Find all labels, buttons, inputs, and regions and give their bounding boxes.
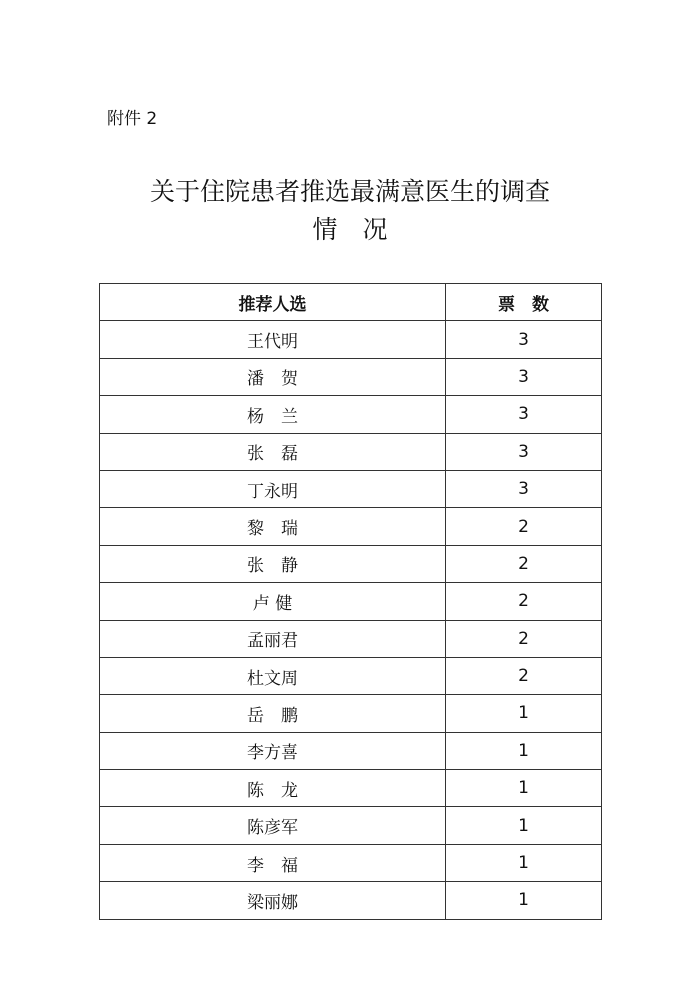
candidate-name: 孟丽君 <box>100 620 446 657</box>
table-row <box>100 695 602 732</box>
vote-count: 3 <box>446 321 602 358</box>
vote-table <box>99 283 602 920</box>
vote-count: 1 <box>446 770 602 807</box>
table-row <box>100 807 602 844</box>
vote-count: 1 <box>446 882 602 919</box>
vote-count: 2 <box>446 545 602 582</box>
candidate-name: 卢 健 <box>100 583 446 620</box>
table-row <box>100 657 602 694</box>
vote-count: 2 <box>446 583 602 620</box>
candidate-name: 岳 鹏 <box>100 695 446 732</box>
column-header-candidate: 推荐人选 <box>100 284 446 321</box>
attachment-label: 附件 2 <box>107 109 158 129</box>
column-header-votes: 票 数 <box>446 284 602 321</box>
table-row <box>100 396 602 433</box>
vote-count: 2 <box>446 620 602 657</box>
table-row <box>100 882 602 919</box>
table-row <box>100 321 602 358</box>
table-row <box>100 358 602 395</box>
candidate-name: 李 福 <box>100 844 446 881</box>
vote-count: 1 <box>446 695 602 732</box>
candidate-name: 杜文周 <box>100 657 446 694</box>
table-row <box>100 620 602 657</box>
table-row <box>100 508 602 545</box>
vote-count: 3 <box>446 433 602 470</box>
vote-count: 1 <box>446 807 602 844</box>
table-row <box>100 583 602 620</box>
table-row <box>100 433 602 470</box>
candidate-name: 梁丽娜 <box>100 882 446 919</box>
table-row <box>100 545 602 582</box>
table-row <box>100 732 602 769</box>
candidate-name: 陈 龙 <box>100 770 446 807</box>
table-row <box>100 470 602 507</box>
vote-count: 3 <box>446 396 602 433</box>
candidate-name: 杨 兰 <box>100 396 446 433</box>
candidate-name: 丁永明 <box>100 470 446 507</box>
candidate-name: 王代明 <box>100 321 446 358</box>
document-title-continued: 情 况 <box>312 215 388 244</box>
candidate-name: 张 磊 <box>100 433 446 470</box>
candidate-name: 黎 瑞 <box>100 508 446 545</box>
vote-count: 3 <box>446 470 602 507</box>
candidate-name: 潘 贺 <box>100 358 446 395</box>
table-row <box>100 770 602 807</box>
table-row <box>100 844 602 881</box>
vote-count: 2 <box>446 657 602 694</box>
vote-count: 1 <box>446 844 602 881</box>
vote-count: 2 <box>446 508 602 545</box>
vote-count: 3 <box>446 358 602 395</box>
candidate-name: 陈彦军 <box>100 807 446 844</box>
table-header-row <box>100 284 602 321</box>
candidate-name: 张 静 <box>100 545 446 582</box>
document-title: 关于住院患者推选最满意医生的调查 <box>149 177 550 206</box>
candidate-name: 李方喜 <box>100 732 446 769</box>
vote-count: 1 <box>446 732 602 769</box>
